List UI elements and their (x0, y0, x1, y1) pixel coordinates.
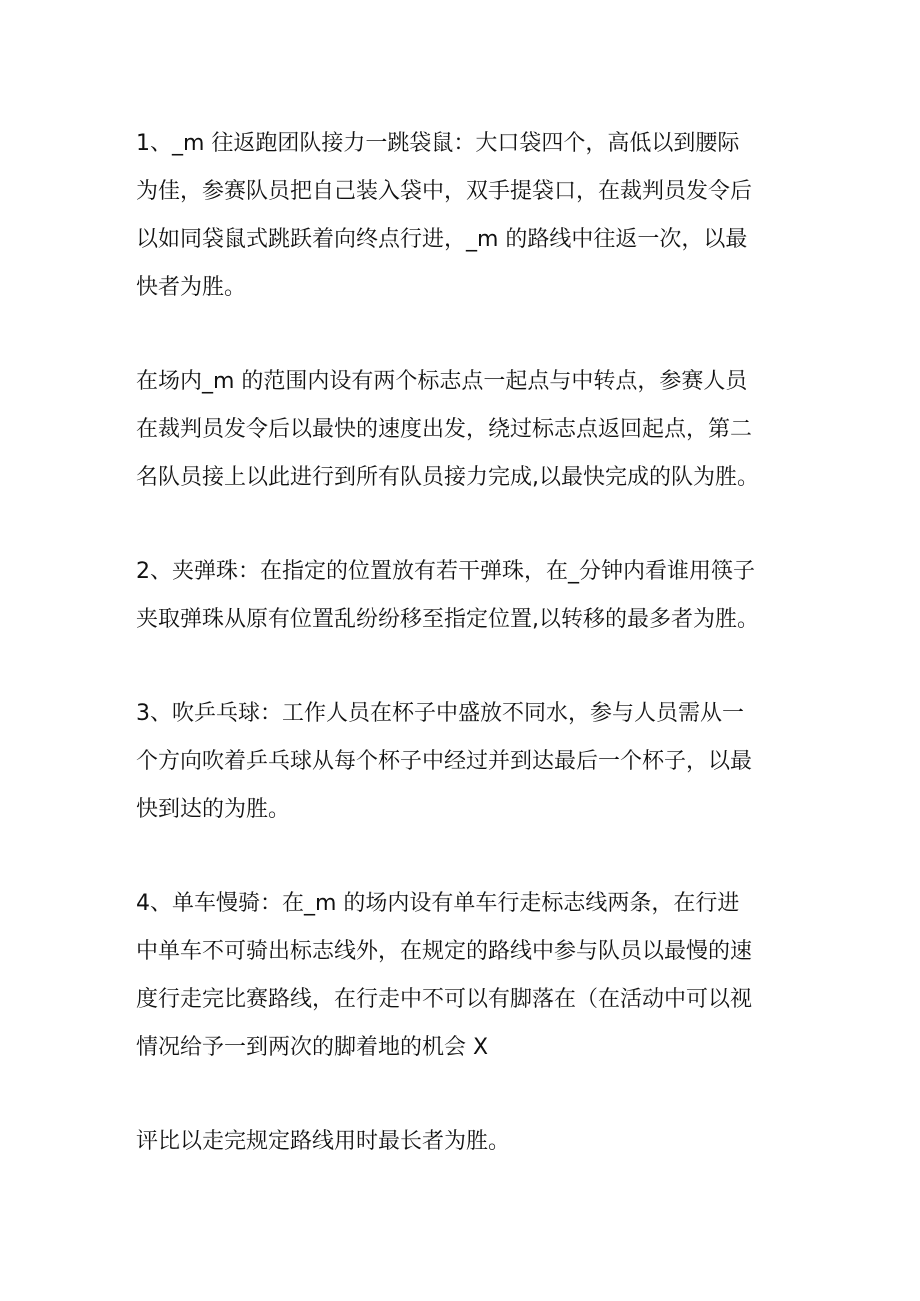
text-line: 情况给予一到两次的脚着地的机会 X (136, 1035, 489, 1060)
text-line: 中单车不可骑出标志线外，在规定的路线中参与队员以最慢的速 (136, 939, 753, 964)
paragraph-item-2 (136, 548, 788, 644)
paragraph-item-1-detail (136, 358, 788, 502)
text-line: 快者为胜。 (136, 275, 247, 300)
text-line: 1、_m 往返跑团队接力一跳袋鼠：大口袋四个，高低以到腰际 (136, 131, 740, 156)
text-line: 名队员接上以此进行到所有队员接力完成,以最快完成的队为胜。 (136, 465, 759, 490)
text-line: 在场内_m 的范围内设有两个标志点一起点与中转点，参赛人员 (136, 369, 748, 394)
text-line: 个方向吹着乒乓球从每个杯子中经过并到达最后一个杯子，以最 (136, 749, 753, 774)
text-line: 评比以走完规定路线用时最长者为胜。 (136, 1129, 511, 1154)
text-line: 在裁判员发令后以最快的速度出发，绕过标志点返回起点，第二 (136, 417, 753, 442)
text-line: 快到达的为胜。 (136, 797, 291, 822)
paragraph-item-4-scoring (136, 1118, 788, 1166)
text-line: 以如同袋鼠式跳跃着向终点行进，_m 的路线中往返一次，以最 (136, 227, 748, 252)
paragraph-item-4 (136, 880, 788, 1072)
document-body (136, 120, 788, 1212)
paragraph-item-3 (136, 690, 788, 834)
paragraph-item-1 (136, 120, 788, 312)
text-line: 夹取弹珠从原有位置乱纷纷移至指定位置,以转移的最多者为胜。 (136, 607, 759, 632)
text-line: 4、单车慢骑：在_m 的场内设有单车行走标志线两条，在行进 (136, 891, 740, 916)
text-line: 度行走完比赛路线，在行走中不可以有脚落在（在活动中可以视 (136, 987, 753, 1012)
text-line: 3、吹乒乓球：工作人员在杯子中盛放不同水，参与人员需从一 (136, 701, 744, 726)
text-line: 为佳，参赛队员把自己装入袋中，双手提袋口，在裁判员发令后 (136, 179, 753, 204)
text-line: 2、夹弹珠：在指定的位置放有若干弹珠，在_分钟内看谁用筷子 (136, 559, 755, 584)
